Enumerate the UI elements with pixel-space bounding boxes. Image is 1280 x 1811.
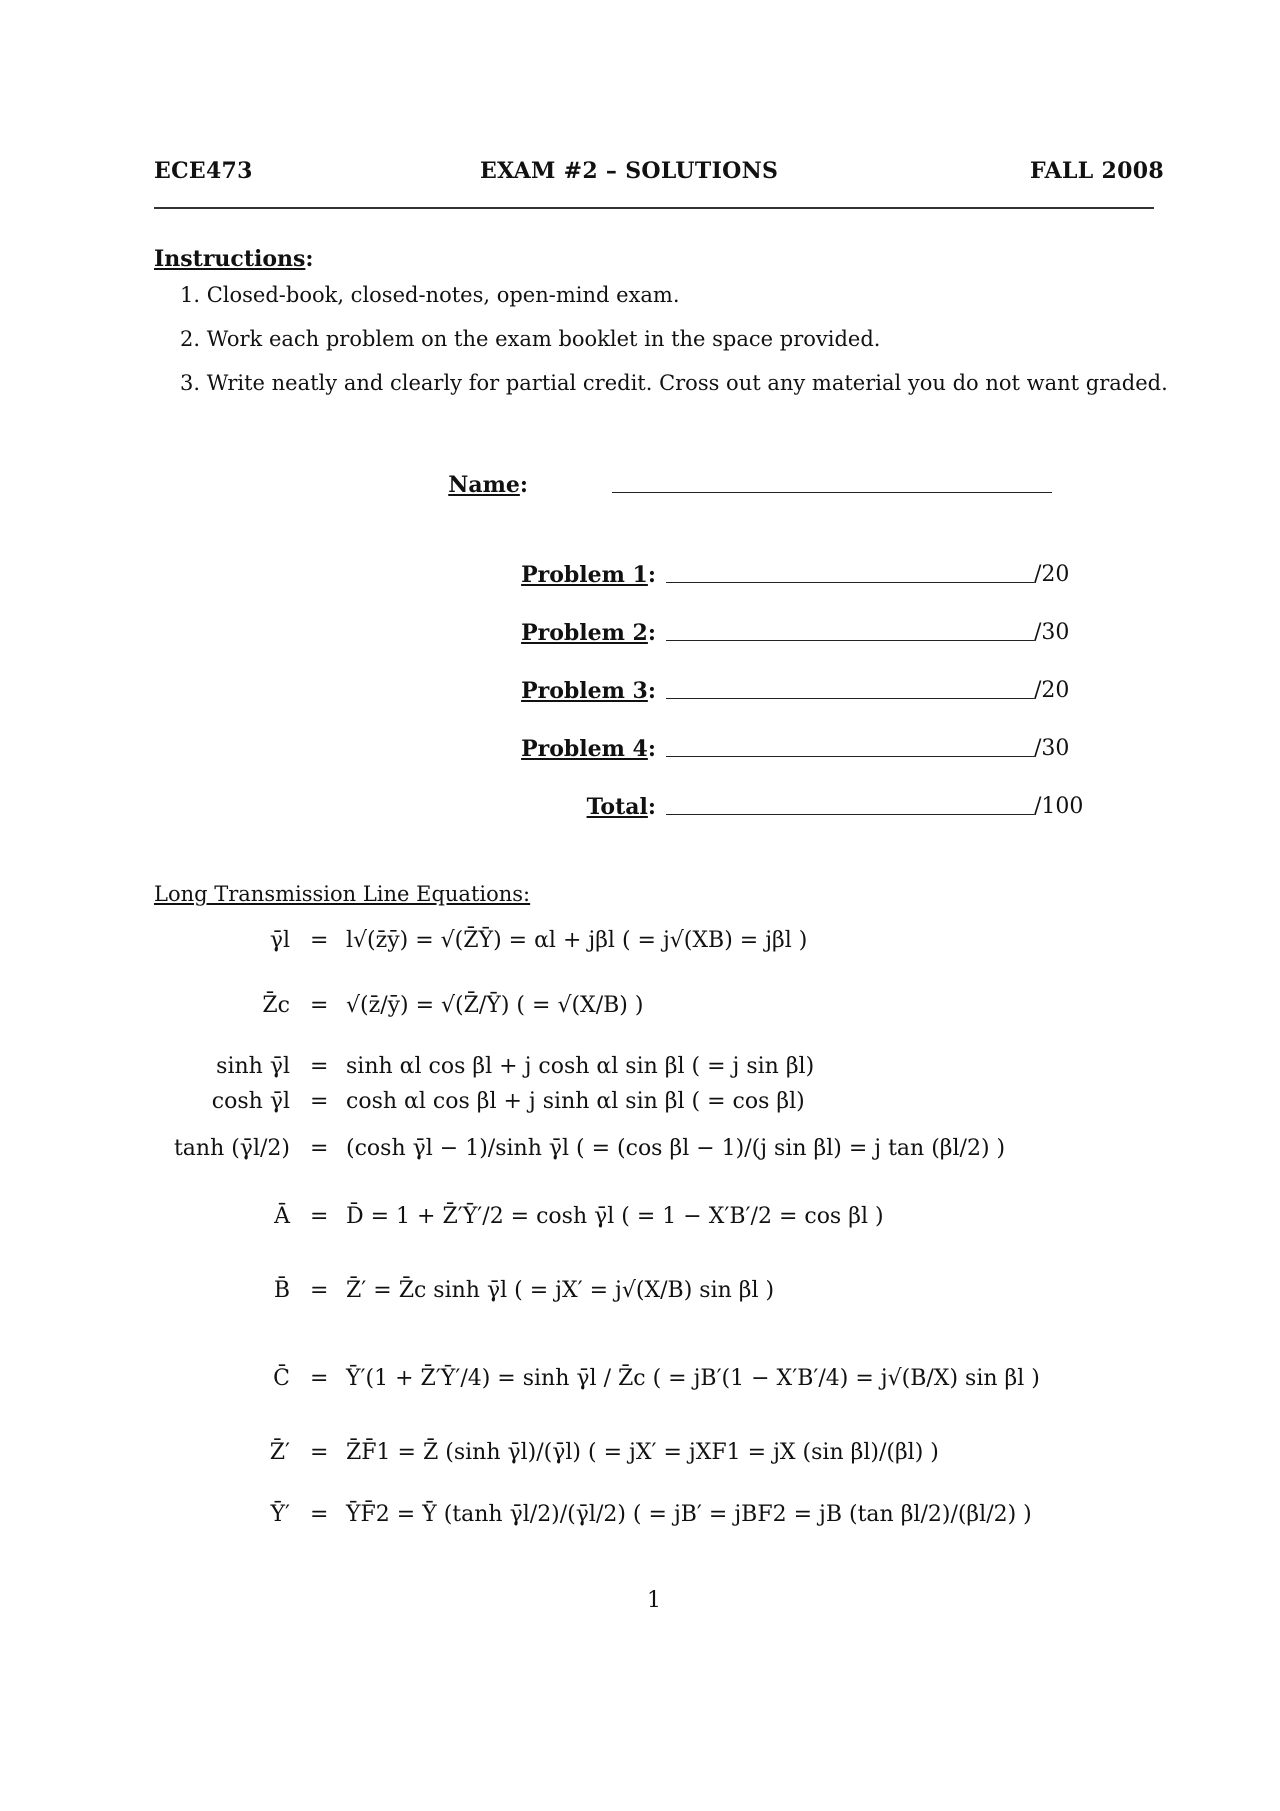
equations-title: Long Transmission Line Equations: [154, 882, 531, 906]
total-label: Total: [586, 794, 656, 820]
problem-1-score-field[interactable] [666, 582, 1034, 583]
equals-sign: = [310, 1204, 329, 1229]
equation-lhs: C̄ [273, 1366, 290, 1391]
total-max: /100 [1034, 794, 1084, 819]
problem-3-score-field[interactable] [666, 698, 1034, 699]
problem-2-label: Problem 2: [521, 620, 656, 646]
equation-rhs: D̄ = 1 + Z̄′Ȳ′/2 = cosh γ̄l ( = 1 − X′B′/2 = cos βl ) [346, 1204, 884, 1229]
equation-rhs: √(z̄/ȳ) = √(Z̄/Ȳ) ( = √(X/B) ) [346, 993, 644, 1018]
equation-rhs: Z̄′ = Z̄c sinh γ̄l ( = jX′ = j√(X/B) sin βl ) [346, 1278, 775, 1303]
instruction-item: 3. Write neatly and clearly for partial credit. Cross out any material you do not want graded. [180, 371, 1168, 395]
instructions-heading: Instructions: [154, 246, 314, 272]
name-label: Name: [448, 472, 528, 498]
exam-term: FALL 2008 [1030, 158, 1164, 184]
equation-lhs: γ̄l [269, 928, 290, 953]
header-rule [154, 207, 1154, 209]
equals-sign: = [310, 1440, 329, 1465]
name-label-text: Name [448, 472, 520, 498]
exam-title: EXAM #2 – SOLUTIONS [480, 158, 779, 184]
problem-2-label-text: Problem 2 [521, 620, 648, 646]
equals-sign: = [310, 993, 329, 1018]
equation-lhs: Ȳ′ [270, 1502, 290, 1527]
equals-sign: = [310, 928, 329, 953]
problem-4-max: /30 [1034, 736, 1070, 761]
equation-rhs: cosh αl cos βl + j sinh αl sin βl ( = cos βl) [346, 1089, 805, 1114]
problem-1-max: /20 [1034, 562, 1070, 587]
equals-sign: = [310, 1054, 329, 1079]
name-field[interactable] [612, 492, 1052, 493]
equation-rhs: ȲF̄2 = Ȳ (tanh γ̄l/2)/(γ̄l/2) ( = jB′ = jBF2 = jB (tan βl/2)/(βl/2) ) [346, 1502, 1032, 1527]
equation-lhs: Z̄c [262, 993, 290, 1018]
equation-rhs: Z̄F̄1 = Z̄ (sinh γ̄l)/(γ̄l) ( = jX′ = jXF1 = jX (sin βl)/(βl) ) [346, 1440, 939, 1465]
equation-lhs: Z̄′ [269, 1440, 290, 1465]
instructions-list [180, 282, 1168, 414]
equation-rhs: Ȳ′(1 + Z̄′Ȳ′/4) = sinh γ̄l / Z̄c ( = jB′(1 − X′B′/4) = j√(B/X) sin βl ) [346, 1366, 1040, 1391]
problem-4-label-text: Problem 4 [521, 736, 648, 762]
equation-lhs: B̄ [273, 1278, 290, 1303]
total-label-text: Total [586, 794, 648, 820]
equation-rhs: l√(z̄ȳ) = √(Z̄Ȳ) = αl + jβl ( = j√(XB) = jβl ) [346, 928, 808, 953]
equation-lhs: Ā [274, 1204, 290, 1229]
equation-lhs: sinh γ̄l [216, 1054, 290, 1079]
equals-sign: = [310, 1136, 329, 1161]
equation-lhs: tanh (γ̄l/2) [173, 1136, 290, 1161]
equals-sign: = [310, 1089, 329, 1114]
equals-sign: = [310, 1366, 329, 1391]
problem-3-label-text: Problem 3 [521, 678, 648, 704]
total-score-field[interactable] [666, 814, 1034, 815]
problem-3-max: /20 [1034, 678, 1070, 703]
equals-sign: = [310, 1502, 329, 1527]
instruction-item: 1. Closed-book, closed-notes, open-mind exam. [180, 283, 680, 307]
instruction-item: 2. Work each problem on the exam booklet in the space provided. [180, 327, 881, 351]
equals-sign: = [310, 1278, 329, 1303]
problem-4-label: Problem 4: [521, 736, 656, 762]
problem-4-score-field[interactable] [666, 756, 1034, 757]
problem-3-label: Problem 3: [521, 678, 656, 704]
problem-1-label: Problem 1: [521, 562, 656, 588]
equation-rhs: sinh αl cos βl + j cosh αl sin βl ( = j sin βl) [346, 1054, 815, 1079]
problem-2-score-field[interactable] [666, 640, 1034, 641]
equation-rhs: (cosh γ̄l − 1)/sinh γ̄l ( = (cos βl − 1)/(j sin βl) = j tan (βl/2) ) [346, 1136, 1006, 1161]
problem-1-label-text: Problem 1 [521, 562, 648, 588]
problem-2-max: /30 [1034, 620, 1070, 645]
equation-lhs: cosh γ̄l [211, 1089, 290, 1114]
instructions-title: Instructions [154, 246, 306, 272]
course-code: ECE473 [154, 158, 253, 184]
page-number: 1 [647, 1588, 661, 1613]
